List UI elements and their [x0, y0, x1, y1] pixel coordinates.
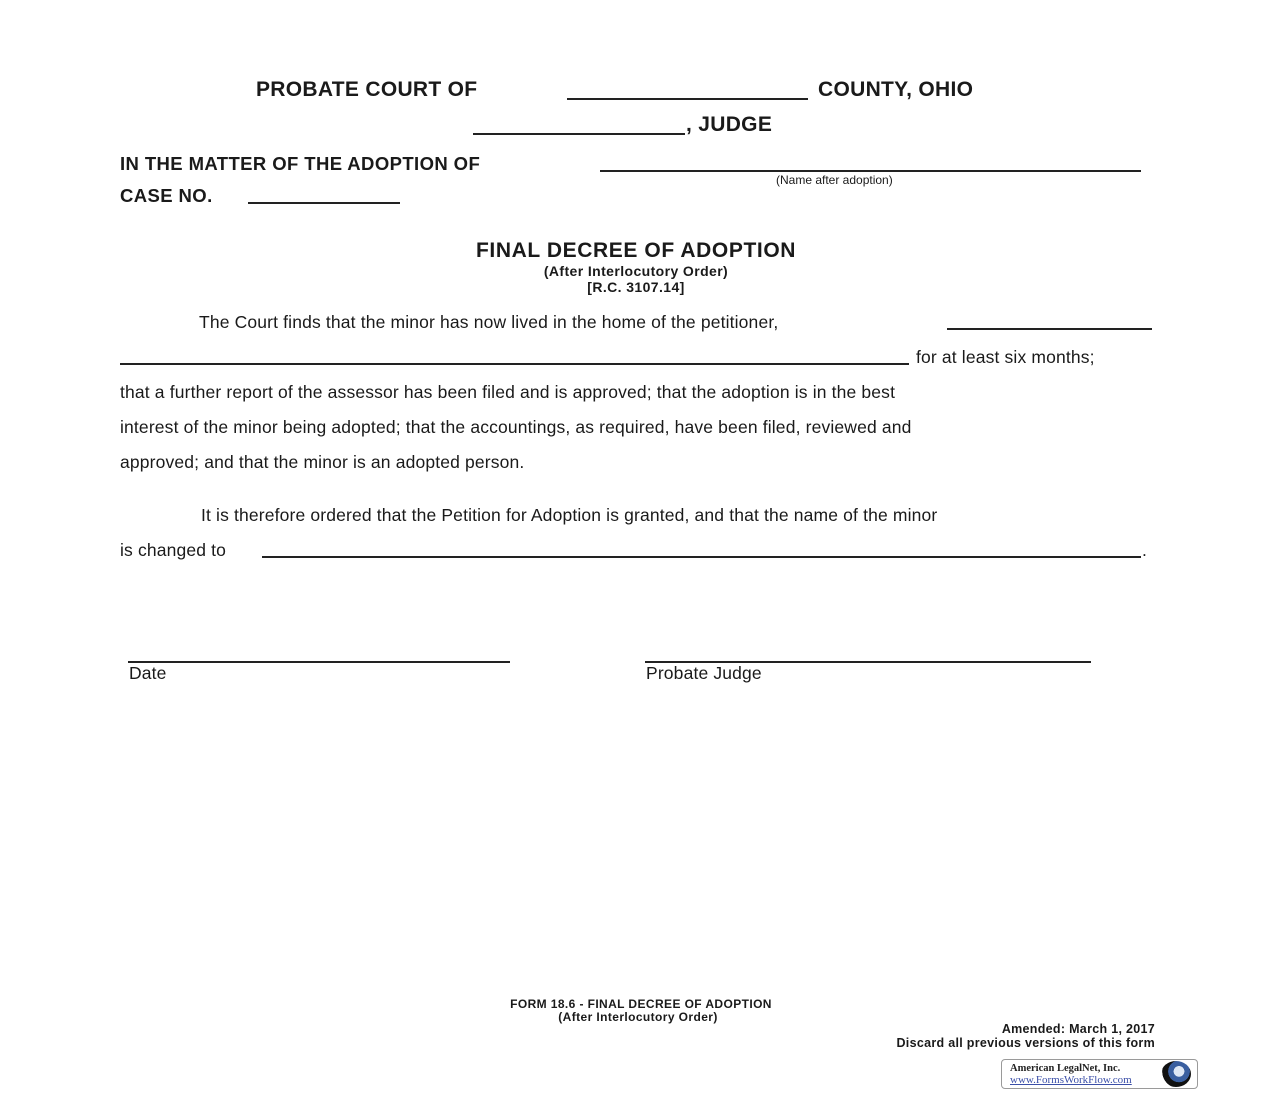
- petitioner-name-field-1[interactable]: [947, 328, 1152, 330]
- document-subtitle: (After Interlocutory Order): [543, 263, 729, 279]
- matter-caption: (Name after adoption): [776, 173, 893, 187]
- order-line-1: It is therefore ordered that the Petition for Adoption is granted, and that the name of the minor: [201, 505, 938, 525]
- new-name-field[interactable]: [262, 556, 1141, 558]
- order-line-2-head: is changed to: [120, 540, 227, 560]
- county-name-field[interactable]: [567, 98, 808, 100]
- discard-notice: Discard all previous versions of this form: [896, 1036, 1155, 1050]
- judge-suffix: , JUDGE: [686, 113, 773, 136]
- statute-reference: [R.C. 3107.14]: [587, 279, 685, 295]
- judge-label: Probate Judge: [646, 663, 762, 683]
- finding-line-5: approved; and that the minor is an adopted person.: [120, 452, 525, 472]
- globe-icon: [1161, 1061, 1191, 1087]
- judge-name-field[interactable]: [473, 133, 685, 135]
- finding-line-3: that a further report of the assessor has been filed and is approved; that the adoption is in the best: [120, 382, 896, 402]
- court-prefix: PROBATE COURT OF: [256, 78, 478, 101]
- logo-url-link[interactable]: www.FormsWorkFlow.com: [1010, 1074, 1132, 1086]
- amended-date: Amended: March 1, 2017: [1001, 1022, 1155, 1036]
- case-label: CASE NO.: [120, 185, 213, 206]
- form-subtitle: (After Interlocutory Order): [558, 1010, 718, 1024]
- date-label: Date: [129, 663, 167, 683]
- finding-line-4: interest of the minor being adopted; that the accountings, as required, have been filed, reviewed and: [120, 417, 912, 437]
- document-title: FINAL DECREE OF ADOPTION: [475, 239, 797, 262]
- adoptee-name-field[interactable]: [600, 170, 1141, 172]
- matter-label: IN THE MATTER OF THE ADOPTION OF: [120, 153, 481, 174]
- finding-line-2: for at least six months;: [916, 347, 1095, 367]
- order-line-2-period: .: [1142, 540, 1148, 560]
- case-number-field[interactable]: [248, 202, 400, 204]
- date-signature-line[interactable]: [128, 661, 510, 663]
- petitioner-name-field-2[interactable]: [120, 363, 909, 365]
- finding-line-1: The Court finds that the minor has now lived in the home of the petitioner,: [199, 312, 779, 332]
- form-title: FORM 18.6 - FINAL DECREE OF ADOPTION: [510, 997, 772, 1011]
- logo-company-name: American LegalNet, Inc.: [1010, 1063, 1121, 1074]
- american-legalnet-logo[interactable]: [1001, 1059, 1198, 1089]
- court-suffix: COUNTY, OHIO: [818, 78, 974, 101]
